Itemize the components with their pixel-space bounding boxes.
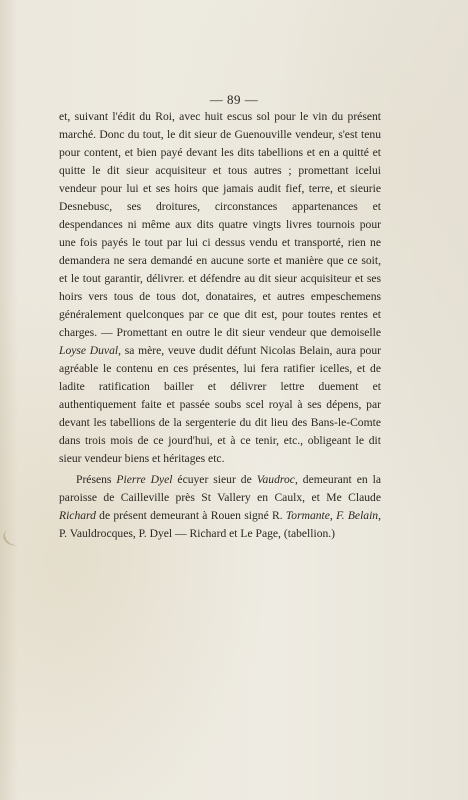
- paragraph-deed-terms: [59, 108, 381, 468]
- person-name: Richard: [59, 509, 96, 522]
- text-run: et, suivant l'édit du Roi, avec huit escus sol pour le vin du présent marché. Donc du tout, le dit sieur de Guenouville vendeur, s'est tenu pour content, et bien payé devant les dits tabellions et en a quitté et quitte le dit sieur acquisiteur et tous autres ; promettant icelui vendeur pour lui et ses hoirs que jamais audit fief, terre, et sieurie Desnebusc, ses droitures, circonstances appartenances et despendances ni même aux dits quatre vingts livres tournois pour une fois payés le tout par lui ci dessus vendu et transporté, rien ne demandera ne sera demandé en aucune sorte et manière que ce soit, et le tout garantir, délivrer. et défendre au dit sieur acquisiteur et ses hoirs vers tous de tous dot, donataires, et autres empeschemens généralement quelconques par ce que dit est, pour toutes rentes et charges. — Promettant en outre le dit sieur vendeur que demoiselle: [59, 110, 381, 339]
- text-run: écuyer sieur de: [172, 473, 257, 486]
- text-run: de présent demeurant à Rouen signé: [95, 509, 272, 522]
- text-run: ,: [329, 509, 333, 522]
- paper-stain: [1, 525, 25, 549]
- person-name: Pierre Dyel: [116, 473, 173, 486]
- person-name: Loyse Duval: [59, 344, 119, 357]
- paragraph-witnesses: [59, 471, 381, 543]
- place-name: Vaudroc: [256, 473, 295, 486]
- document-body: [59, 108, 381, 543]
- text-run: , demeurant en la paroisse de Cailleville près St Vallery en Caulx, et Me Claude: [59, 473, 381, 504]
- page-number: — 89 —: [209, 92, 259, 107]
- text-run: , sa mère, veuve dudit défunt Nicolas Belain, aura pour agréable le contenu en ces présentes, lui fera ratifier icelles, et de ladite ratification bailler et délivrer lettre duement et authentiquement faite et passée soubs scel royal à ses dépens, par devant les tabellions de la sergenterie du dit lieu des Bans-le-Comte dans trois mois de ce jourd'hui, et à ce tenir, etc., obligeant le dit sieur vendeur biens et héritages etc.: [59, 344, 382, 465]
- text-run: R.: [271, 509, 286, 522]
- text-run: , P. Vauldrocques, P. Dyel — Richard et Le Page, (tabellion.): [59, 509, 382, 540]
- text-run: Présens: [76, 473, 117, 486]
- person-name: F. Belain: [336, 509, 379, 522]
- person-name: Tormante: [285, 509, 330, 522]
